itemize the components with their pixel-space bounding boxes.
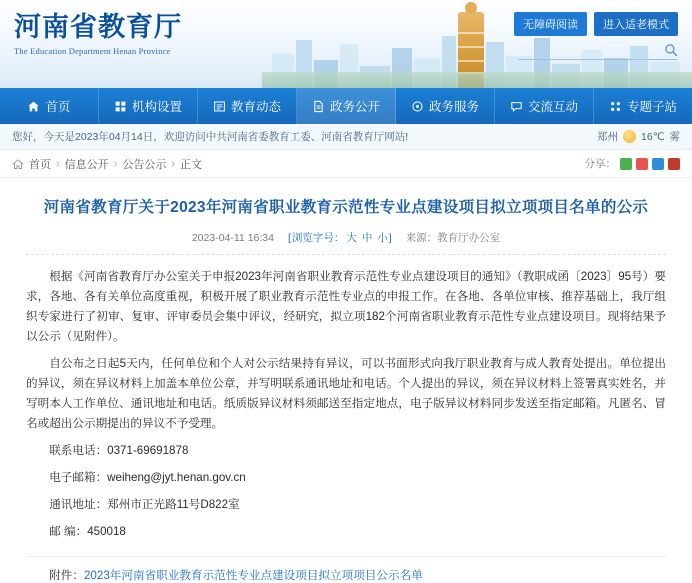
article-paragraph: 根据《河南省教育厅办公室关于申报2023年河南省职业教育示范性专业点建设项目的通知》（教职成函〔2023〕95号）要求，各地、各有关单位高度重视，积极开展了职业教育示范性专业点的申报工作。在各地、各单位审核、推荐基础上，我厅组织专家进行了初审、复审、评审委员会集中评议，经研究，拟立项182个河南省职业教育示范性专业点建设项目。现将结果予以公示（见附件）。 bbox=[26, 270, 666, 343]
nav-label: 教育动态 bbox=[230, 100, 281, 114]
font-size-small-button[interactable]: 小 bbox=[377, 232, 388, 244]
page-title: 河南省教育厅关于2023年河南省职业教育示范性专业点建设项目拟立项项目名单的公示 bbox=[43, 199, 649, 216]
search-input[interactable] bbox=[518, 41, 664, 59]
chat-icon bbox=[510, 100, 523, 113]
article-container bbox=[0, 178, 692, 583]
article-contact-email: 电子邮箱：weiheng@jyt.henan.gov.cn bbox=[49, 471, 246, 484]
weather-city: 郑州 bbox=[597, 131, 619, 143]
article-contact-postcode: 邮 编：450018 bbox=[49, 525, 126, 538]
breadcrumb-separator: › bbox=[171, 157, 176, 170]
share-label: 分享： bbox=[584, 158, 616, 170]
site-logo[interactable] bbox=[14, 12, 182, 56]
font-size-label: 浏览字号： bbox=[291, 232, 345, 244]
nav-label: 首页 bbox=[45, 100, 71, 114]
article-source-value: 教育厅办公室 bbox=[437, 232, 501, 244]
header-actions bbox=[514, 12, 678, 36]
breadcrumb-separator: › bbox=[113, 157, 118, 170]
share-more-icon[interactable] bbox=[668, 158, 680, 170]
article-contact-address: 通讯地址：郑州市正光路11号D822室 bbox=[49, 498, 240, 511]
article-source bbox=[406, 230, 501, 245]
font-size-large-button[interactable]: 大 bbox=[346, 232, 357, 244]
article-body bbox=[26, 255, 666, 542]
breadcrumb-separator: › bbox=[56, 157, 60, 170]
nav-label: 政务服务 bbox=[428, 100, 479, 114]
weather-condition: 雾 bbox=[669, 131, 680, 143]
elder-mode-button[interactable]: 进入适老模式 bbox=[594, 12, 678, 36]
document-icon bbox=[312, 100, 325, 113]
nav-item-home[interactable] bbox=[0, 88, 99, 124]
org-icon bbox=[114, 100, 127, 113]
breadcrumb-item-article[interactable]: 正文 bbox=[180, 158, 203, 171]
nav-label: 机构设置 bbox=[131, 100, 182, 114]
main-navigation bbox=[0, 88, 692, 124]
nav-label: 交流互动 bbox=[527, 100, 578, 114]
attachment-row bbox=[26, 556, 666, 583]
nav-item-special-sites[interactable] bbox=[594, 88, 692, 124]
site-logo-title: 河南省教育厅 bbox=[14, 12, 182, 43]
share-group bbox=[585, 156, 681, 171]
attachment-label: 附件： bbox=[49, 569, 84, 582]
home-icon bbox=[27, 100, 40, 113]
accessibility-button[interactable]: 无障碍阅读 bbox=[514, 12, 587, 36]
article-paragraph: 自公布之日起5天内，任何单位和个人对公示结果持有异议，可以书面形式向我厅职业教育与成人教育处提出。单位提出的异议，须在异议材料上加盖本单位公章，并写明联系通讯地址和电话。个人提出的异议，须在异议材料上签署真实姓名，并写明本人工作单位、通讯地址和电话。纸质版异议材料须邮送至指定地点，电子版异议材料同步发送至指定邮箱。凡匿名、冒名或超出公示期提出的异议不予受理。 bbox=[26, 357, 666, 430]
nav-item-government-disclosure[interactable] bbox=[297, 88, 396, 124]
site-logo-subtitle: The Education Department Henan Province bbox=[14, 46, 171, 56]
breadcrumb bbox=[0, 150, 692, 178]
news-icon bbox=[213, 100, 226, 113]
search-icon[interactable] bbox=[664, 43, 678, 57]
font-size-medium-button[interactable]: 中 bbox=[361, 232, 373, 244]
breadcrumb-item-announcements[interactable]: 公告公示 bbox=[122, 158, 167, 171]
sun-icon bbox=[623, 130, 636, 143]
weather-widget bbox=[597, 129, 680, 144]
welcome-text: 您好，今天是2023年04月14日，欢迎访问中共河南省委教育工委、河南省教育厅网站! bbox=[12, 131, 409, 143]
share-wechat-icon[interactable] bbox=[620, 158, 632, 170]
nav-item-news[interactable] bbox=[198, 88, 297, 124]
service-icon bbox=[411, 100, 424, 113]
breadcrumb-item-home[interactable]: 首页 bbox=[29, 158, 51, 171]
nav-label: 政务公开 bbox=[329, 100, 380, 114]
breadcrumb-item-disclosure[interactable]: 信息公开 bbox=[64, 158, 109, 171]
welcome-notice-bar bbox=[0, 124, 692, 150]
attachment-link[interactable]: 2023年河南省职业教育示范性专业点建设项目拟立项项目公示名单 bbox=[83, 569, 423, 582]
grid-icon bbox=[609, 100, 622, 113]
home-icon bbox=[12, 158, 24, 170]
font-size-controls: [浏览字号： 大 中 小] bbox=[287, 232, 392, 244]
share-weibo-icon[interactable] bbox=[636, 158, 648, 170]
nav-item-government-service[interactable] bbox=[396, 88, 495, 124]
weather-temperature: 16℃ bbox=[641, 130, 665, 143]
nav-item-org[interactable] bbox=[99, 88, 198, 124]
site-search[interactable] bbox=[518, 40, 678, 60]
nav-label: 专题子站 bbox=[626, 100, 677, 114]
article-date: 2023-04-11 16:34 bbox=[191, 231, 274, 244]
article-source-label: 来源： bbox=[405, 232, 438, 244]
article-meta bbox=[26, 230, 666, 255]
site-header-banner bbox=[0, 0, 692, 88]
share-qq-icon[interactable] bbox=[652, 158, 664, 170]
nav-item-interaction[interactable] bbox=[495, 88, 594, 124]
article-contact-phone: 联系电话：0371-69691878 bbox=[49, 444, 189, 457]
